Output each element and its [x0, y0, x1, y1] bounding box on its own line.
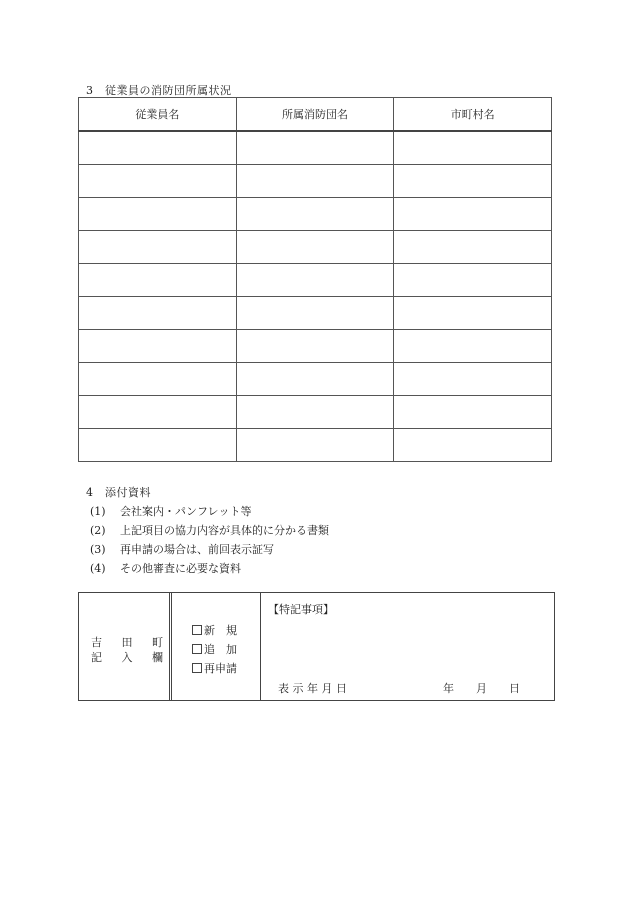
- municipality-cell[interactable]: [394, 198, 552, 231]
- municipality-cell[interactable]: [394, 231, 552, 264]
- application-type-cell: [171, 593, 261, 700]
- remarks-cell: [260, 593, 554, 700]
- employee-name-cell[interactable]: [79, 363, 237, 396]
- fire-brigade-cell[interactable]: [236, 363, 394, 396]
- employee-name-cell[interactable]: [79, 231, 237, 264]
- label-char: 吉: [91, 636, 102, 649]
- item-text: 会社案内・パンフレット等: [120, 505, 252, 518]
- section4-title: 4 添付資料: [86, 486, 151, 499]
- fire-brigade-cell[interactable]: [236, 396, 394, 429]
- list-item: [90, 559, 329, 578]
- fire-brigade-cell[interactable]: [236, 131, 394, 165]
- employee-name-cell[interactable]: [79, 429, 237, 462]
- employee-name-cell[interactable]: [79, 198, 237, 231]
- municipality-cell[interactable]: [394, 330, 552, 363]
- employee-name-cell[interactable]: [79, 330, 237, 363]
- office-label-cell: [79, 593, 170, 700]
- display-date-label: 表 示 年 月 日: [278, 682, 347, 695]
- table-row: [79, 363, 552, 396]
- municipality-cell[interactable]: [394, 396, 552, 429]
- table-row: [79, 429, 552, 462]
- employee-name-cell[interactable]: [79, 131, 237, 165]
- municipality-cell[interactable]: [394, 297, 552, 330]
- item-number: (4): [90, 562, 106, 575]
- fire-brigade-cell[interactable]: [236, 198, 394, 231]
- option-add[interactable]: [192, 641, 237, 657]
- municipality-cell[interactable]: [394, 165, 552, 198]
- label-char: 入: [121, 651, 133, 664]
- col-fire-brigade: 所属消防団名: [236, 98, 394, 132]
- checkbox-reapply[interactable]: [192, 663, 202, 673]
- label-char: 田: [121, 636, 133, 649]
- office-use-box: [78, 592, 555, 701]
- fire-brigade-cell[interactable]: [236, 429, 394, 462]
- section3-title: 3 従業員の消防団所属状況: [86, 84, 232, 97]
- table-header-row: [79, 98, 552, 132]
- fire-brigade-cell[interactable]: [236, 297, 394, 330]
- fire-brigade-cell[interactable]: [236, 330, 394, 363]
- item-text: 上記項目の協力内容が具体的に分かる書類: [120, 524, 329, 537]
- employee-name-cell[interactable]: [79, 297, 237, 330]
- attachment-list: [90, 502, 329, 578]
- display-date-field[interactable]: 年 月 日: [443, 682, 520, 695]
- table-row: [79, 330, 552, 363]
- table-row: [79, 297, 552, 330]
- label-char: 町: [152, 636, 163, 649]
- item-number: (1): [90, 505, 106, 518]
- option-label: 新 規: [204, 624, 237, 637]
- table-row: [79, 396, 552, 429]
- list-item: [90, 502, 329, 521]
- municipality-cell[interactable]: [394, 429, 552, 462]
- list-item: [90, 540, 329, 559]
- col-employee-name: 従業員名: [79, 98, 237, 132]
- employee-name-cell[interactable]: [79, 165, 237, 198]
- office-label-line1: [91, 634, 163, 650]
- municipality-cell[interactable]: [394, 131, 552, 165]
- option-label: 再申請: [204, 662, 237, 675]
- remarks-label: 【特記事項】: [268, 603, 334, 616]
- option-reapply[interactable]: [192, 660, 237, 676]
- table-row: [79, 165, 552, 198]
- item-text: その他審査に必要な資料: [120, 562, 241, 575]
- col-municipality: 市町村名: [394, 98, 552, 132]
- option-new[interactable]: [192, 622, 237, 638]
- checkbox-new[interactable]: [192, 625, 202, 635]
- fire-brigade-cell[interactable]: [236, 165, 394, 198]
- municipality-cell[interactable]: [394, 363, 552, 396]
- table-row: [79, 131, 552, 165]
- employee-name-cell[interactable]: [79, 396, 237, 429]
- fire-brigade-table: [78, 97, 552, 462]
- table-row: [79, 198, 552, 231]
- label-char: 欄: [152, 651, 163, 664]
- fire-brigade-cell[interactable]: [236, 264, 394, 297]
- checkbox-add[interactable]: [192, 644, 202, 654]
- label-char: 記: [91, 651, 102, 664]
- item-number: (3): [90, 543, 106, 556]
- table-row: [79, 231, 552, 264]
- office-label-line2: [91, 649, 163, 665]
- list-item: [90, 521, 329, 540]
- municipality-cell[interactable]: [394, 264, 552, 297]
- option-label: 追 加: [204, 643, 237, 656]
- item-text: 再申請の場合は、前回表示証写: [120, 543, 274, 556]
- employee-name-cell[interactable]: [79, 264, 237, 297]
- fire-brigade-cell[interactable]: [236, 231, 394, 264]
- table-row: [79, 264, 552, 297]
- item-number: (2): [90, 524, 106, 537]
